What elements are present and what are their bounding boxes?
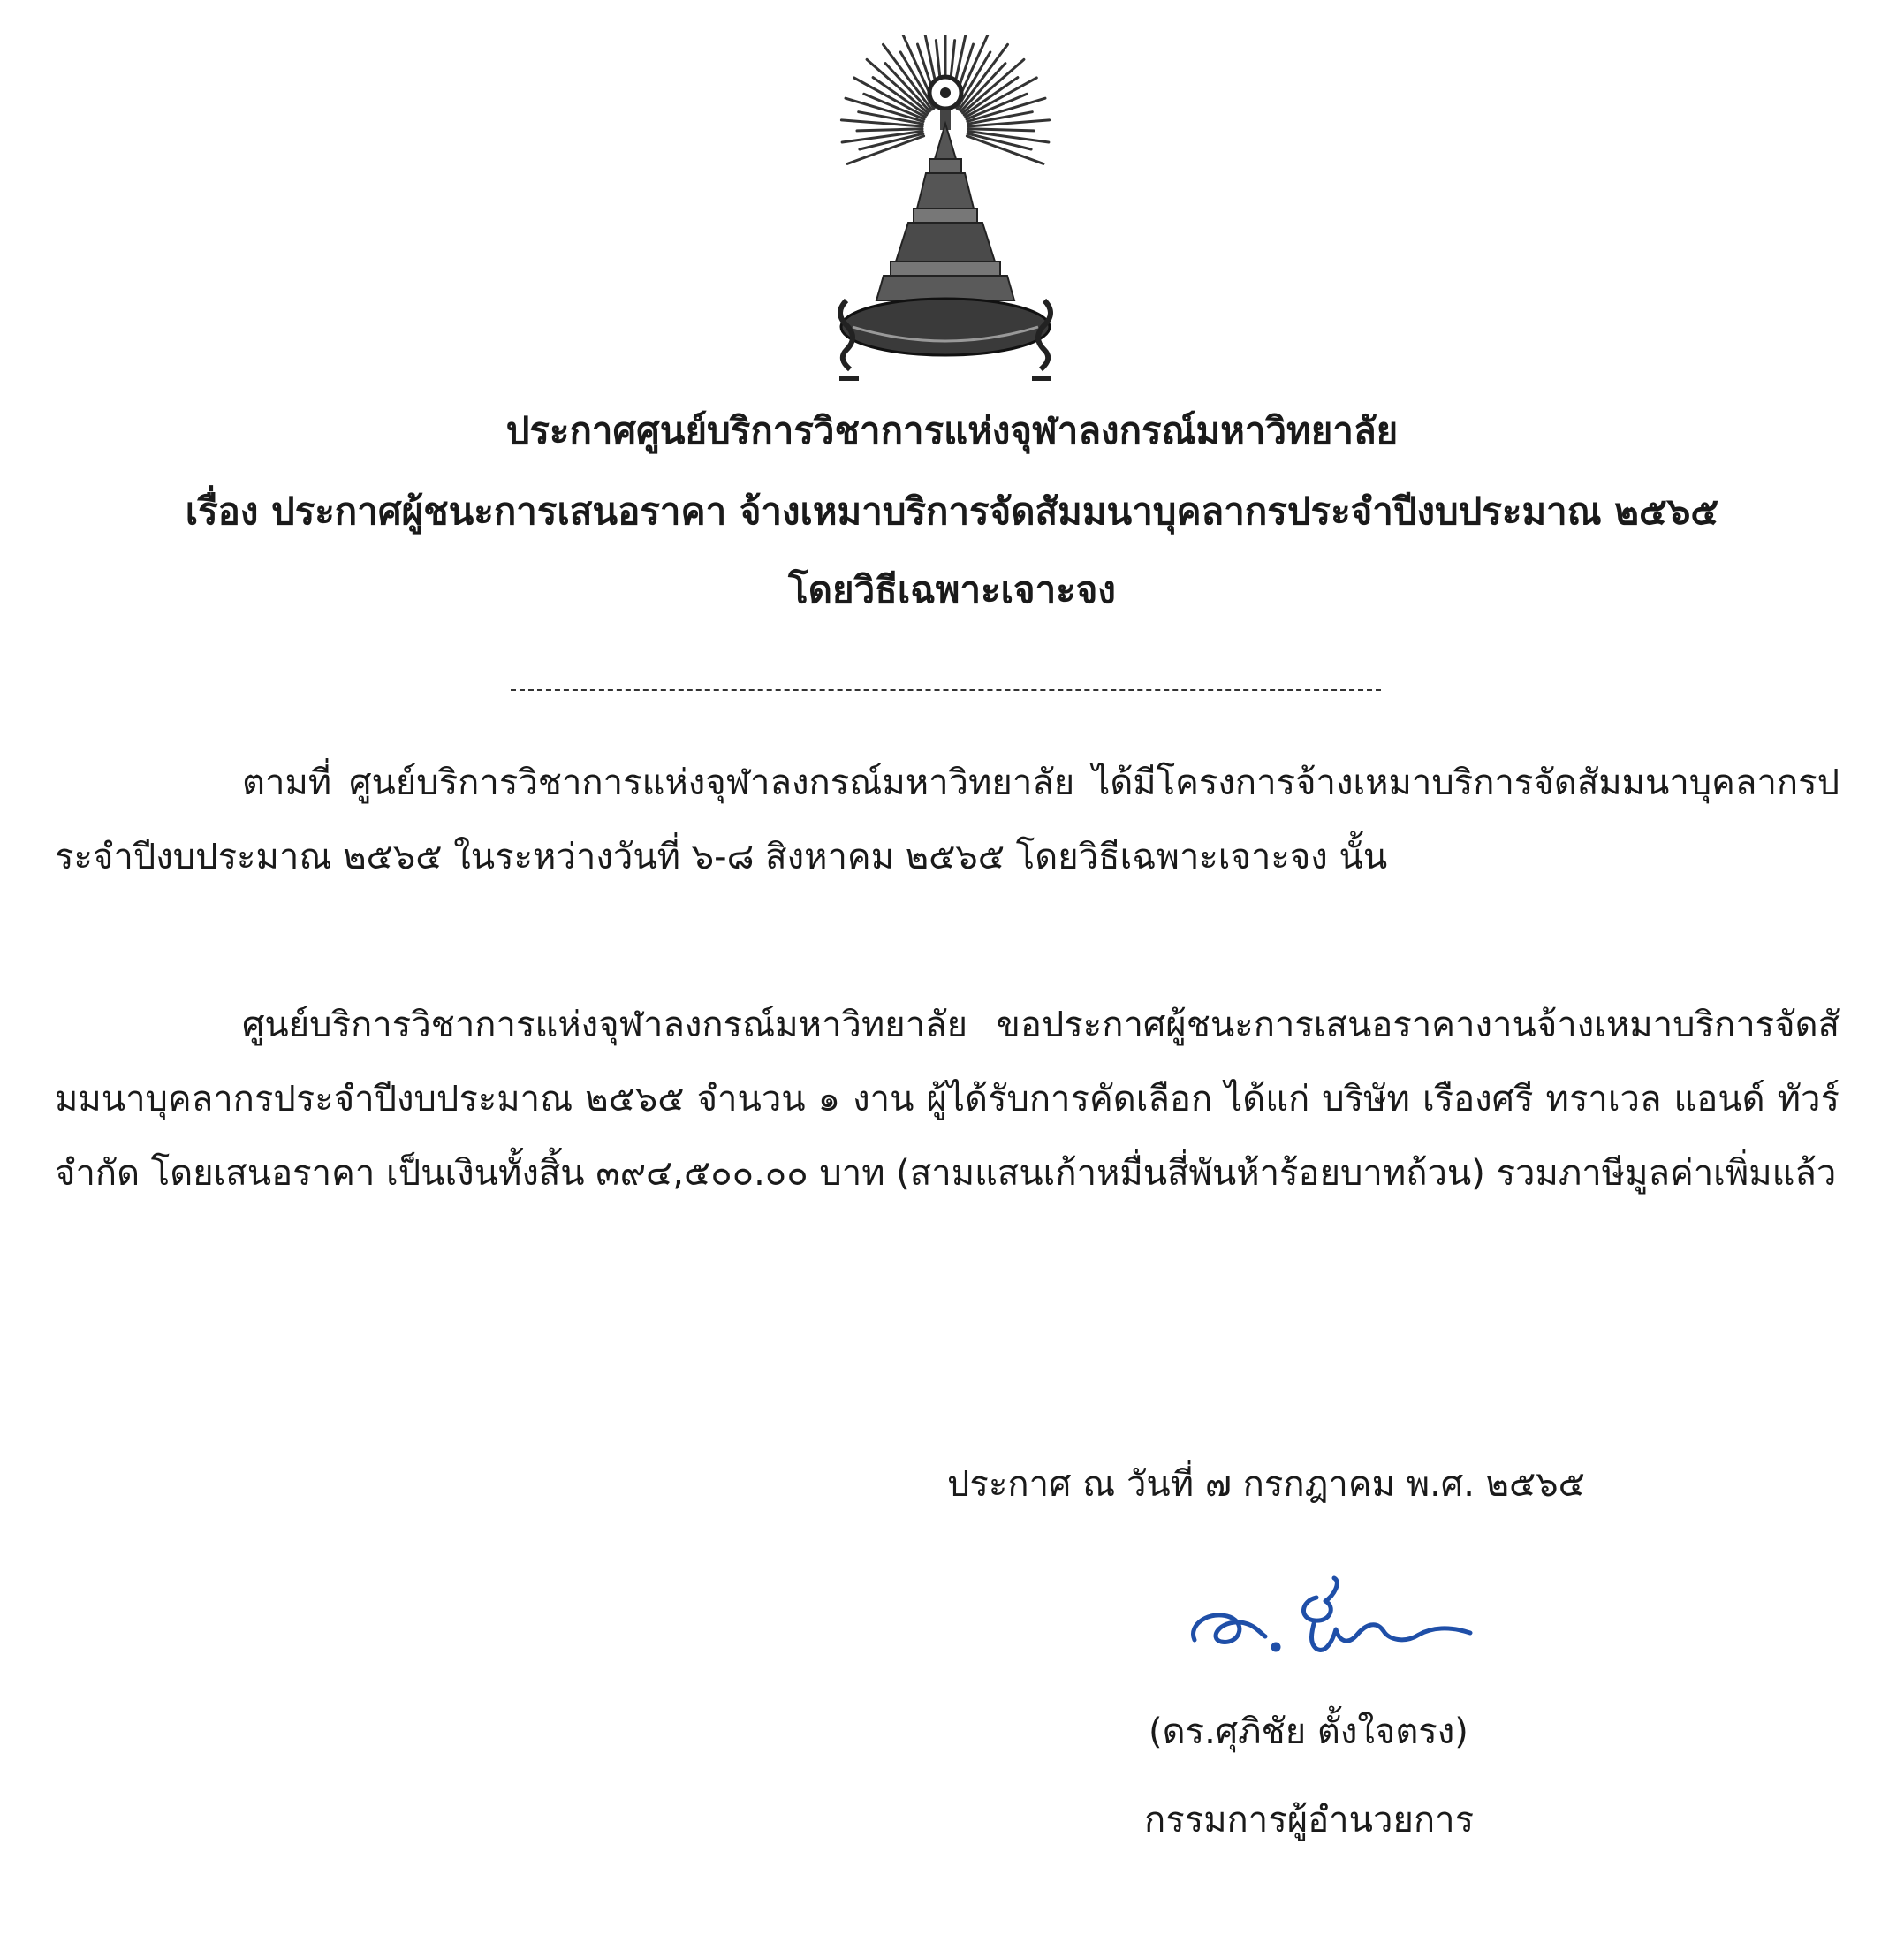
announcement-title-line1: ประกาศศูนย์บริการวิชาการแห่งจุฬาลงกรณ์มหาวิทยาลัย bbox=[505, 409, 1399, 452]
signer-title: กรรมการผู้อำนวยการ bbox=[1144, 1800, 1475, 1841]
paragraph-1-text: ตามที่ ศูนย์บริการวิชาการแห่งจุฬาลงกรณ์มหาวิทยาลัย ได้มีโครงการจ้างเหมาบริการจัดสัมมนาบุคลากรประจำปีงบประมาณ ๒๕๖๕ ในระหว่างวันที่ ๖-๘ สิงหาคม ๒๕๖๕ โดยวิธีเฉพาะเจาะจง นั้น bbox=[55, 763, 1840, 877]
chulalongkorn-phra-kiao-emblem-icon bbox=[822, 35, 1069, 389]
paragraph-1 bbox=[55, 746, 1840, 894]
announcement-date: ประกาศ ณ วันที่ ๗ กรกฎาคม พ.ศ. ๒๕๖๕ bbox=[947, 1464, 1585, 1505]
announcement-subject-line: เรื่อง ประกาศผู้ชนะการเสนอราคา จ้างเหมาบริการจัดสัมมนาบุคลากรประจำปีงบประมาณ ๒๕๖๕ bbox=[185, 490, 1719, 533]
handwritten-signature-icon bbox=[1184, 1571, 1484, 1668]
paragraph-2 bbox=[55, 988, 1840, 1211]
paragraph-2-text: ศูนย์บริการวิชาการแห่งจุฬาลงกรณ์มหาวิทยาลัย ขอประกาศผู้ชนะการเสนอราคางานจ้างเหมาบริการจัดสัมมนาบุคลากรประจำปีงบประมาณ ๒๕๖๕ จำนวน ๑ งาน ผู้ได้รับการคัดเลือก ได้แก่ บริษัท เรืองศรี ทราเวล แอนด์ ทัวร์ จำกัด โดยเสนอราคา เป็นเงินทั้งสิ้น ๓๙๔,๕๐๐.๐๐ บาท (สามแสนเก้าหมื่นสี่พันห้าร้อยบาทถ้วน) รวมภาษีมูลค่าเพิ่มแล้ว bbox=[55, 1005, 1840, 1194]
dashed-divider bbox=[511, 689, 1381, 691]
signer-name: (ดร.ศุภิชัย ตั้งใจตรง) bbox=[1149, 1712, 1468, 1752]
procurement-method-line: โดยวิธีเฉพาะเจาะจง bbox=[788, 568, 1116, 611]
